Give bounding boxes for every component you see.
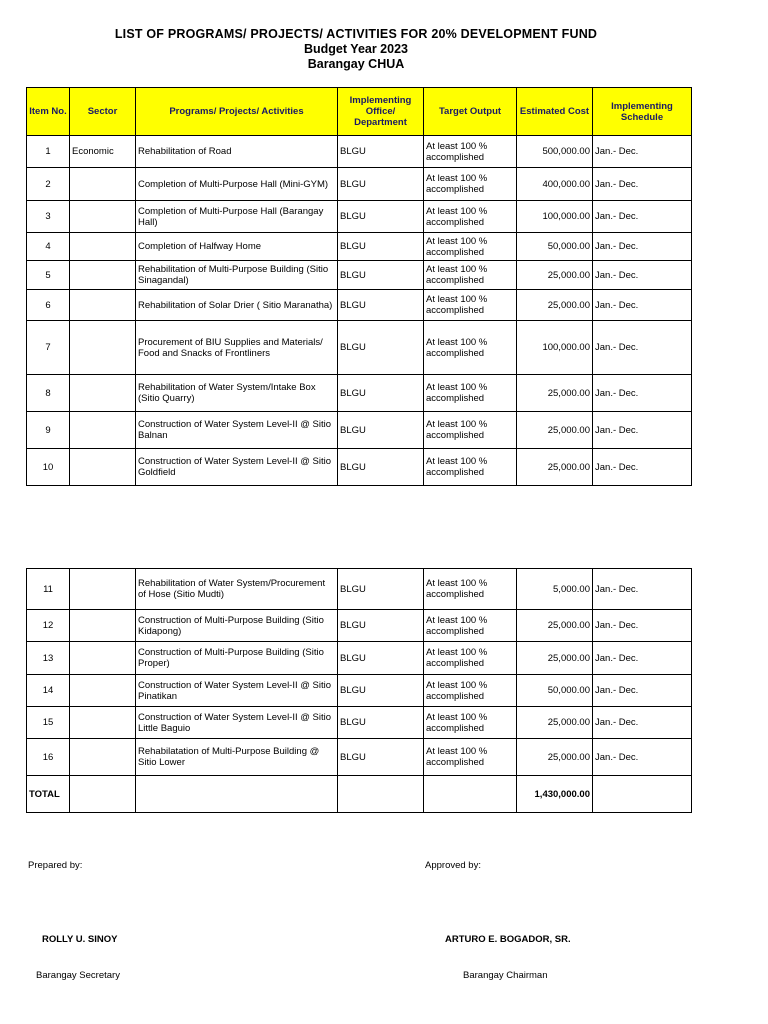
estimated-cost-cell: 25,000.00	[517, 375, 593, 412]
schedule-cell: Jan.- Dec.	[593, 375, 692, 412]
item-no-cell: 16	[27, 739, 70, 776]
estimated-cost-cell: 500,000.00	[517, 136, 593, 168]
title-line-1: LIST OF PROGRAMS/ PROJECTS/ ACTIVITIES FOR 20% DEVELOPMENT FUND	[114, 27, 598, 41]
office-cell: BLGU	[338, 739, 424, 776]
title-line-2: Budget Year 2023	[304, 42, 408, 56]
office-cell: BLGU	[338, 375, 424, 412]
estimated-cost-cell: 25,000.00	[517, 642, 593, 675]
schedule-cell: Jan.- Dec.	[593, 233, 692, 261]
sector-cell: Economic	[70, 136, 136, 168]
target-output-cell: At least 100 % accomplished	[424, 201, 517, 233]
office-cell: BLGU	[338, 201, 424, 233]
office-cell: BLGU	[338, 449, 424, 486]
office-cell: BLGU	[338, 321, 424, 375]
item-no-cell: 7	[27, 321, 70, 375]
target-output-cell: At least 100 % accomplished	[424, 610, 517, 642]
office-cell: BLGU	[338, 412, 424, 449]
ppa-cell: Completion of Multi-Purpose Hall (Mini-GYM)	[136, 168, 338, 201]
schedule-cell: Jan.- Dec.	[593, 201, 692, 233]
estimated-cost-cell: 25,000.00	[517, 449, 593, 486]
sector-cell	[70, 642, 136, 675]
office-cell: BLGU	[338, 233, 424, 261]
sector-cell	[70, 707, 136, 739]
item-no-cell: 2	[27, 168, 70, 201]
target-output-cell: At least 100 % accomplished	[424, 136, 517, 168]
office-cell: BLGU	[338, 675, 424, 707]
item-no-cell: 1	[27, 136, 70, 168]
schedule-cell: Jan.- Dec.	[593, 610, 692, 642]
target-output-cell: At least 100 % accomplished	[424, 168, 517, 201]
col-header-item-no: Item No.	[27, 88, 70, 136]
item-no-cell: 15	[27, 707, 70, 739]
office-cell: BLGU	[338, 642, 424, 675]
sector-cell	[70, 233, 136, 261]
schedule-cell: Jan.- Dec.	[593, 675, 692, 707]
office-cell: BLGU	[338, 261, 424, 290]
col-header-schedule: Implementing Schedule	[593, 88, 692, 136]
schedule-cell: Jan.- Dec.	[593, 412, 692, 449]
estimated-cost-cell: 25,000.00	[517, 412, 593, 449]
document-title-block	[0, 27, 712, 72]
prepared-by-label: Prepared by:	[28, 860, 83, 871]
table-row	[27, 290, 692, 321]
target-output-cell: At least 100 % accomplished	[424, 739, 517, 776]
prepared-by-name: ROLLY U. SINOY	[42, 934, 118, 945]
total-empty-ppa	[136, 776, 338, 813]
table-row	[27, 201, 692, 233]
estimated-cost-cell: 25,000.00	[517, 261, 593, 290]
item-no-cell: 11	[27, 569, 70, 610]
schedule-cell: Jan.- Dec.	[593, 136, 692, 168]
ppa-cell: Construction of Multi-Purpose Building (Sitio Proper)	[136, 642, 338, 675]
table-row	[27, 675, 692, 707]
office-cell: BLGU	[338, 136, 424, 168]
table-row	[27, 642, 692, 675]
ppa-cell: Construction of Water System Level-II @ Sitio Little Baguio	[136, 707, 338, 739]
item-no-cell: 9	[27, 412, 70, 449]
schedule-cell: Jan.- Dec.	[593, 321, 692, 375]
ppa-cell: Rehabilitation of Water System/Procurement of Hose (Sitio Mudti)	[136, 569, 338, 610]
ppa-cell: Rehabilitation of Water System/Intake Box (Sitio Quarry)	[136, 375, 338, 412]
target-output-cell: At least 100 % accomplished	[424, 642, 517, 675]
schedule-cell: Jan.- Dec.	[593, 707, 692, 739]
target-output-cell: At least 100 % accomplished	[424, 233, 517, 261]
sector-cell	[70, 201, 136, 233]
total-row	[27, 776, 692, 813]
target-output-cell: At least 100 % accomplished	[424, 707, 517, 739]
sector-cell	[70, 739, 136, 776]
ppa-cell: Rehabilitation of Solar Drier ( Sitio Maranatha)	[136, 290, 338, 321]
table-row	[27, 412, 692, 449]
ppa-cell: Construction of Water System Level-II @ Sitio Pinatikan	[136, 675, 338, 707]
ppa-table-page-part-2	[26, 568, 692, 813]
ppa-cell: Rehabilitation of Multi-Purpose Building (Sitio Sinagandal)	[136, 261, 338, 290]
item-no-cell: 14	[27, 675, 70, 707]
item-no-cell: 6	[27, 290, 70, 321]
table-row	[27, 136, 692, 168]
ppa-cell: Completion of Halfway Home	[136, 233, 338, 261]
total-empty-schedule	[593, 776, 692, 813]
item-no-cell: 10	[27, 449, 70, 486]
total-empty-sector	[70, 776, 136, 813]
col-header-estimated-cost: Estimated Cost	[517, 88, 593, 136]
sector-cell	[70, 610, 136, 642]
col-header-sector: Sector	[70, 88, 136, 136]
item-no-cell: 13	[27, 642, 70, 675]
item-no-cell: 4	[27, 233, 70, 261]
estimated-cost-cell: 50,000.00	[517, 233, 593, 261]
table-row	[27, 610, 692, 642]
approved-by-name: ARTURO E. BOGADOR, SR.	[445, 934, 571, 945]
schedule-cell: Jan.- Dec.	[593, 168, 692, 201]
title-line-3: Barangay CHUA	[307, 57, 405, 71]
sector-cell	[70, 449, 136, 486]
ppa-cell: Construction of Multi-Purpose Building (Sitio Kidapong)	[136, 610, 338, 642]
table-row	[27, 375, 692, 412]
office-cell: BLGU	[338, 610, 424, 642]
office-cell: BLGU	[338, 168, 424, 201]
table-row	[27, 707, 692, 739]
sector-cell	[70, 375, 136, 412]
schedule-cell: Jan.- Dec.	[593, 569, 692, 610]
office-cell: BLGU	[338, 290, 424, 321]
item-no-cell: 5	[27, 261, 70, 290]
sector-cell	[70, 412, 136, 449]
target-output-cell: At least 100 % accomplished	[424, 449, 517, 486]
table-row	[27, 168, 692, 201]
schedule-cell: Jan.- Dec.	[593, 290, 692, 321]
office-cell: BLGU	[338, 707, 424, 739]
sector-cell	[70, 675, 136, 707]
estimated-cost-cell: 100,000.00	[517, 201, 593, 233]
target-output-cell: At least 100 % accomplished	[424, 412, 517, 449]
sector-cell	[70, 168, 136, 201]
item-no-cell: 8	[27, 375, 70, 412]
col-header-ppa: Programs/ Projects/ Activities	[136, 88, 338, 136]
table-row	[27, 449, 692, 486]
ppa-cell: Completion of Multi-Purpose Hall (Barangay Hall)	[136, 201, 338, 233]
ppa-cell: Rehabilatation of Multi-Purpose Building @ Sitio Lower	[136, 739, 338, 776]
ppa-cell: Rehabilitation of Road	[136, 136, 338, 168]
target-output-cell: At least 100 % accomplished	[424, 261, 517, 290]
item-no-cell: 3	[27, 201, 70, 233]
table-row	[27, 739, 692, 776]
col-header-office: Implementing Office/ Department	[338, 88, 424, 136]
office-cell: BLGU	[338, 569, 424, 610]
estimated-cost-cell: 5,000.00	[517, 569, 593, 610]
estimated-cost-cell: 25,000.00	[517, 610, 593, 642]
ppa-cell: Construction of Water System Level-II @ Sitio Goldfield	[136, 449, 338, 486]
ppa-cell: Procurement of BIU Supplies and Materials/ Food and Snacks of Frontliners	[136, 321, 338, 375]
item-no-cell: 12	[27, 610, 70, 642]
target-output-cell: At least 100 % accomplished	[424, 675, 517, 707]
table-row	[27, 233, 692, 261]
schedule-cell: Jan.- Dec.	[593, 642, 692, 675]
schedule-cell: Jan.- Dec.	[593, 261, 692, 290]
target-output-cell: At least 100 % accomplished	[424, 290, 517, 321]
estimated-cost-cell: 50,000.00	[517, 675, 593, 707]
estimated-cost-cell: 25,000.00	[517, 707, 593, 739]
sector-cell	[70, 321, 136, 375]
sector-cell	[70, 290, 136, 321]
total-label: TOTAL	[27, 776, 70, 813]
prepared-by-title: Barangay Secretary	[36, 970, 120, 981]
col-header-target-output: Target Output	[424, 88, 517, 136]
target-output-cell: At least 100 % accomplished	[424, 321, 517, 375]
estimated-cost-cell: 25,000.00	[517, 290, 593, 321]
schedule-cell: Jan.- Dec.	[593, 449, 692, 486]
ppa-cell: Construction of Water System Level-II @ Sitio Balnan	[136, 412, 338, 449]
total-empty-output	[424, 776, 517, 813]
estimated-cost-cell: 400,000.00	[517, 168, 593, 201]
sector-cell	[70, 569, 136, 610]
ppa-table-page-part-1	[26, 87, 692, 486]
table-row	[27, 569, 692, 610]
total-empty-office	[338, 776, 424, 813]
table-header-row	[27, 88, 692, 136]
estimated-cost-cell: 25,000.00	[517, 739, 593, 776]
total-value: 1,430,000.00	[517, 776, 593, 813]
approved-by-title: Barangay Chairman	[463, 970, 548, 981]
estimated-cost-cell: 100,000.00	[517, 321, 593, 375]
table-row	[27, 321, 692, 375]
table-row	[27, 261, 692, 290]
schedule-cell: Jan.- Dec.	[593, 739, 692, 776]
target-output-cell: At least 100 % accomplished	[424, 569, 517, 610]
approved-by-label: Approved by:	[425, 860, 481, 871]
target-output-cell: At least 100 % accomplished	[424, 375, 517, 412]
sector-cell	[70, 261, 136, 290]
